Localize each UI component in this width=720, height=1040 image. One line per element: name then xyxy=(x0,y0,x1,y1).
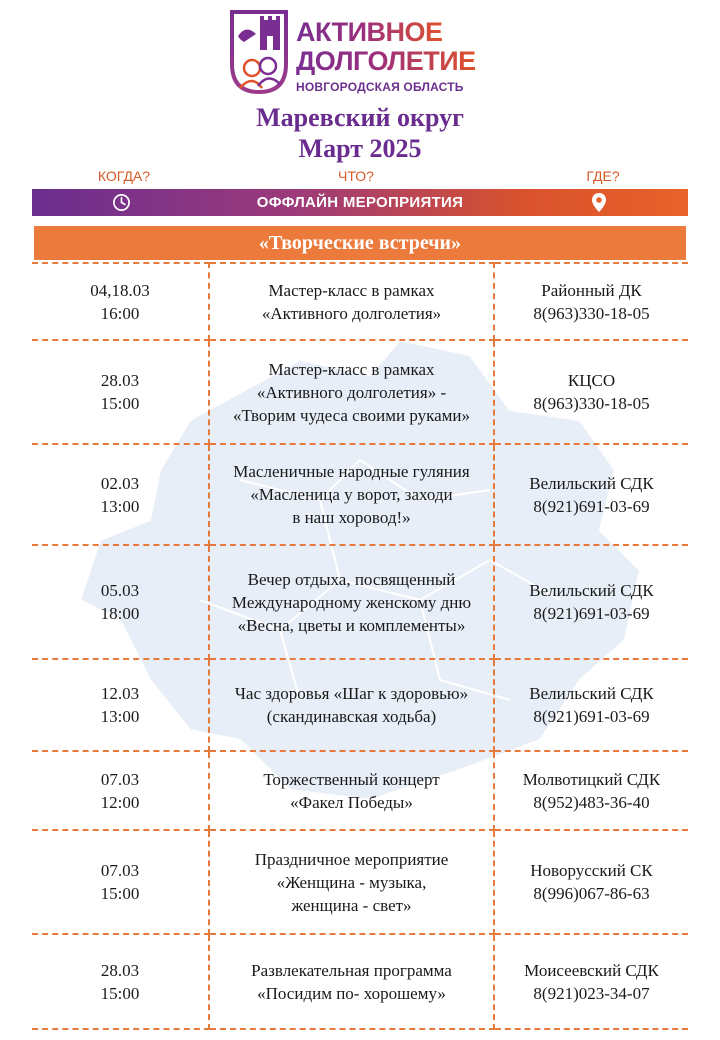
event-what: Развлекательная программа «Посидим по- хорошему» xyxy=(209,934,494,1029)
event-where: Велильский СДК 8(921)691-03-69 xyxy=(494,444,688,545)
event-what: Торжественный концерт «Факел Победы» xyxy=(209,751,494,830)
event-where: Велильский СДК 8(921)691-03-69 xyxy=(494,659,688,751)
event-when: 07.03 12:00 xyxy=(32,751,209,830)
event-what: Мастер-класс в рамках «Активного долголетия» xyxy=(209,263,494,340)
logo-line-3: НОВГОРОДСКАЯ ОБЛАСТЬ xyxy=(296,80,464,94)
event-when: 12.03 13:00 xyxy=(32,659,209,751)
event-what: Вечер отдыха, посвященный Международному женскому дню «Весна, цветы и комплементы» xyxy=(209,545,494,659)
offline-events-bar xyxy=(32,189,688,216)
event-what: Мастер-класс в рамках «Активного долголетия» - «Творим чудеса своими руками» xyxy=(209,340,494,444)
table-row xyxy=(32,545,688,659)
section-title: «Творческие встречи» xyxy=(34,226,686,260)
emblem-icon xyxy=(228,10,290,94)
event-where: Моисеевский СДК 8(921)023-34-07 xyxy=(494,934,688,1029)
event-where: Районный ДК 8(963)330-18-05 xyxy=(494,263,688,340)
month-title: Март 2025 xyxy=(298,134,422,163)
event-when: 28.03 15:00 xyxy=(32,340,209,444)
event-when: 05.03 18:00 xyxy=(32,545,209,659)
table-row xyxy=(32,444,688,545)
table-row xyxy=(32,659,688,751)
when-label: КОГДА? xyxy=(97,168,151,184)
table-row xyxy=(32,340,688,444)
logo xyxy=(228,10,498,96)
event-where: Велильский СДК 8(921)691-03-69 xyxy=(494,545,688,659)
event-what: Масленичные народные гуляния «Масленица у ворот, заходи в наш хоровод!» xyxy=(209,444,494,545)
location-pin-icon xyxy=(591,192,607,213)
event-where: Новорусский СК 8(996)067-86-63 xyxy=(494,830,688,934)
where-label: ГДЕ? xyxy=(586,168,620,184)
event-when: 28.03 15:00 xyxy=(32,934,209,1029)
what-label: ЧТО? xyxy=(338,168,374,184)
logo-line-1: АКТИВНОЕ xyxy=(296,17,443,47)
district-title: Маревский округ xyxy=(256,103,464,132)
event-when: 07.03 15:00 xyxy=(32,830,209,934)
table-row xyxy=(32,751,688,830)
event-when: 04,18.03 16:00 xyxy=(32,263,209,340)
logo-line-2: ДОЛГОЛЕТИЕ xyxy=(296,46,476,76)
table-row xyxy=(32,263,688,340)
event-what: Праздничное мероприятие «Женщина - музыка, женщина - свет» xyxy=(209,830,494,934)
table-row xyxy=(32,830,688,934)
event-where: КЦСО 8(963)330-18-05 xyxy=(494,340,688,444)
event-what: Час здоровья «Шаг к здоровью» (скандинавская ходьба) xyxy=(209,659,494,751)
table-row xyxy=(32,934,688,1029)
event-where: Молвотицкий СДК 8(952)483-36-40 xyxy=(494,751,688,830)
events-table xyxy=(32,262,688,1030)
event-when: 02.03 13:00 xyxy=(32,444,209,545)
bar-label: ОФФЛАЙН МЕРОПРИЯТИЯ xyxy=(256,194,464,211)
column-labels xyxy=(0,168,720,186)
